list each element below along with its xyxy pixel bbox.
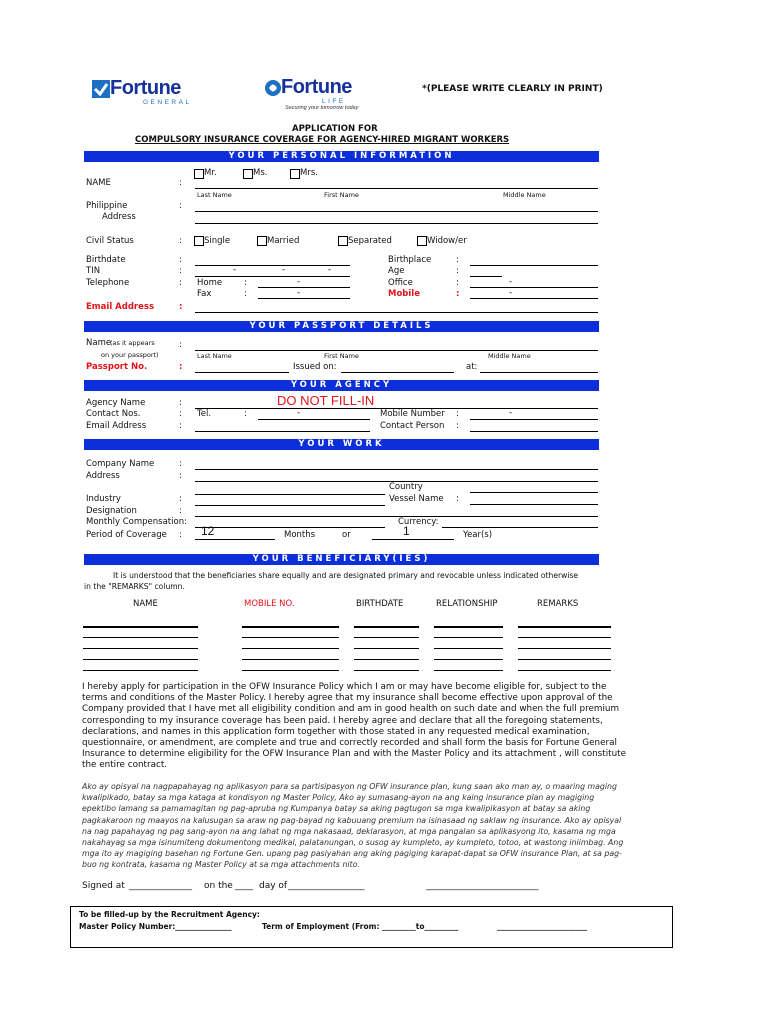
label-passport-no: Passport No. [86, 362, 148, 372]
section-work: YOUR WORK [84, 439, 599, 450]
colon: : [244, 409, 247, 419]
company-name-field[interactable] [195, 469, 598, 470]
mobile-dash: - [509, 408, 513, 418]
currency-field[interactable] [442, 527, 598, 528]
agency-tel-field [258, 419, 370, 420]
beneficiary-cell[interactable] [83, 626, 198, 628]
mobile-field[interactable] [470, 298, 598, 299]
checkbox-ms[interactable] [243, 169, 253, 179]
checkbox-widow[interactable] [417, 236, 427, 246]
signature-field[interactable]: _________________________ [426, 881, 539, 891]
hint-middle-name: Middle Name [503, 191, 546, 199]
label-years: Year(s) [463, 530, 493, 540]
company-address-field-2[interactable] [195, 494, 385, 495]
label-contact-person: Contact Person [380, 421, 445, 431]
colon: : [179, 494, 182, 504]
beneficiary-cell[interactable] [518, 637, 611, 638]
colon: : [179, 302, 183, 312]
label-mobile-number: Mobile Number [380, 409, 445, 419]
checkbox-mr[interactable] [194, 169, 204, 179]
label-telephone: Telephone [86, 278, 130, 288]
beneficiary-note: It is understood that the beneficiaries share equally and are designated primary and revocable unless indicated otherwise in the "REMARKS" column. [84, 571, 579, 591]
address-field-1[interactable] [195, 211, 598, 212]
colon: : [456, 266, 459, 276]
vessel-field[interactable] [470, 504, 598, 505]
colon: : [456, 278, 459, 288]
label-fax: Fax [197, 289, 212, 299]
declaration-text: I hereby apply for participation in the OFW Insurance Policy which I am or may have become eligible for, subject to the terms and conditions of the Master Policy. I hereby agree that my insurance shall become effective upon approval of the Company provided that I have met all eligibility condition and am in good health on such date and when the full premium corresponding to my insurance coverage has been paid. I hereby agree and declare that all the foregoing statements, declarations, and names in this application form together with those stated in any requested medical examination, questionnaire, or amendment, are complete and true and correctly recorded and shall form the basis for Fortune General Insurance to determine eligibility for the OFW Insurance Plan and with the Master Policy and its attachment , will constitute the entire contract. [82, 682, 627, 771]
fax-dash: - [297, 288, 301, 298]
tin-field[interactable] [195, 276, 350, 277]
logo-life-sub: LIFE [322, 98, 346, 105]
beneficiary-cell[interactable] [83, 659, 198, 660]
hint-first-name: First Name [324, 191, 359, 199]
hint-last-name: Last Name [197, 191, 232, 199]
colon: : [179, 340, 182, 350]
label-designation: Designation [86, 506, 137, 516]
colon: : [179, 236, 182, 246]
checkbox-separated[interactable] [338, 236, 348, 246]
issued-on-field[interactable] [341, 372, 454, 373]
hint-first-name: First Name [324, 352, 359, 360]
logo-general-name: Fortune [110, 77, 181, 99]
beneficiary-cell[interactable] [518, 659, 611, 660]
address-field-2[interactable] [195, 223, 598, 224]
signed-at-field[interactable]: ______________ [129, 881, 192, 891]
label-contact-nos: Contact Nos. [86, 409, 141, 419]
colon: : [179, 506, 182, 516]
months-field[interactable] [195, 539, 275, 540]
beneficiary-cell[interactable] [434, 670, 503, 671]
section-agency: YOUR AGENCY [84, 380, 599, 391]
label-name: NAME [86, 178, 111, 188]
label-age: Age [388, 266, 405, 276]
label-or: or [342, 530, 351, 540]
home-dash: - [297, 277, 301, 287]
name-field[interactable] [195, 188, 598, 189]
beneficiary-cell[interactable] [354, 626, 419, 628]
label-tel: Tel. [197, 409, 212, 419]
mobile-dash: - [509, 288, 513, 298]
fortune-life-logo-icon [265, 79, 281, 97]
colon: : [179, 362, 183, 372]
fortune-general-logo-icon [92, 80, 110, 98]
agency-signature-field[interactable]: ________________________ [497, 922, 587, 931]
colon: : [456, 421, 459, 431]
years-field[interactable] [372, 539, 454, 540]
hint-last-name: Last Name [197, 352, 232, 360]
agency-email-field [195, 431, 370, 432]
label-office: Office [388, 278, 413, 288]
col-remarks: REMARKS [537, 599, 579, 609]
tin-dash: - [282, 265, 286, 275]
office-dash: - [509, 277, 513, 287]
colon: : [179, 201, 182, 211]
label-at: at: [466, 362, 478, 372]
country-field[interactable] [470, 492, 598, 493]
section-passport: YOUR PASSPORT DETAILS [84, 321, 599, 332]
label-tin: TIN [86, 266, 101, 276]
section-beneficiary: YOUR BENEFICIARY(IES) [84, 554, 599, 565]
contact-person-field [470, 431, 598, 432]
colon: : [456, 409, 459, 419]
agency-mobile-field [470, 419, 598, 420]
beneficiary-cell[interactable] [242, 659, 339, 660]
office-phone-field[interactable] [470, 287, 598, 288]
section-personal-info: YOUR PERSONAL INFORMATION [84, 151, 599, 162]
label-philippine: Philippine [86, 201, 128, 211]
label-monthly: Monthly Compensation: [86, 517, 187, 527]
checkbox-mrs[interactable] [290, 169, 300, 179]
logo-life-name: Fortune [281, 76, 352, 98]
colon: : [179, 471, 182, 481]
colon: : [179, 178, 182, 188]
label-on-the: on the [204, 881, 233, 891]
form-title: COMPULSORY INSURANCE COVERAGE FOR AGENCY-HIRED MIGRANT WORKERS [135, 135, 510, 145]
label-birthdate: Birthdate [86, 255, 126, 265]
beneficiary-cell[interactable] [518, 626, 611, 628]
label-ms: Ms. [253, 168, 268, 178]
monthly-field[interactable] [195, 527, 385, 528]
label-mr: Mr. [204, 168, 217, 178]
day-field[interactable]: ____ [235, 881, 253, 891]
beneficiary-cell[interactable] [354, 659, 419, 660]
beneficiary-cell[interactable] [83, 637, 198, 638]
agency-box-title: To be filled-up by the Recruitment Agency: [79, 910, 260, 919]
industry-field[interactable] [195, 505, 385, 506]
label-home: Home [197, 278, 223, 288]
label-signed-at: Signed at [82, 881, 125, 891]
age-field[interactable] [470, 276, 502, 277]
passport-name-field[interactable] [195, 350, 598, 351]
label-company-name: Company Name [86, 459, 155, 469]
label-currency: Currency: [398, 517, 439, 527]
passport-no-field[interactable] [195, 372, 289, 373]
label-months: Months [284, 530, 316, 540]
colon: : [179, 266, 182, 276]
colon: : [179, 459, 182, 469]
label-widow: Widow/er [427, 236, 467, 246]
label-vessel: Vessel Name [389, 494, 444, 504]
beneficiary-cell[interactable] [434, 637, 503, 638]
colon: : [179, 398, 182, 408]
label-company-address: Address [86, 471, 120, 481]
beneficiary-cell[interactable] [518, 648, 611, 649]
col-relationship: RELATIONSHIP [436, 599, 498, 609]
tin-dash: - [328, 265, 332, 275]
label-mrs: Mrs. [300, 168, 318, 178]
colon: : [456, 255, 459, 265]
colon: : [179, 255, 182, 265]
label-mobile: Mobile [388, 289, 420, 299]
do-not-fill-notice: DO NOT FILL-IN [277, 393, 375, 408]
master-policy-field[interactable]: Master Policy Number:_______________ [79, 922, 232, 931]
beneficiary-cell[interactable] [242, 648, 339, 649]
label-industry: Industry [86, 494, 121, 504]
colon: : [456, 494, 459, 504]
beneficiary-cell[interactable] [434, 659, 503, 660]
beneficiary-cell[interactable] [242, 626, 339, 628]
colon: : [179, 421, 182, 431]
issued-at-field[interactable] [480, 372, 598, 373]
years-value[interactable]: 1 [403, 524, 410, 538]
label-passport-name: Name [86, 338, 112, 348]
logo-general-sub: GENERAL [143, 99, 192, 106]
col-name: NAME [133, 599, 158, 609]
colon: : [179, 409, 182, 419]
term-of-employment-field[interactable]: Term of Employment (From: _________to_________ [262, 922, 459, 931]
application-for: APPLICATION FOR [292, 124, 378, 134]
beneficiary-cell[interactable] [242, 637, 339, 638]
label-agency-email: Email Address [86, 421, 147, 431]
beneficiary-cell[interactable] [434, 626, 503, 628]
label-married: Married [267, 236, 300, 246]
label-civil-status: Civil Status [86, 236, 134, 246]
label-email: Email Address [86, 302, 155, 312]
beneficiary-cell[interactable] [354, 648, 419, 649]
hint-middle-name: Middle Name [488, 352, 531, 360]
tel-dash: - [297, 408, 301, 418]
beneficiary-cell[interactable] [518, 670, 611, 671]
label-separated: Separated [348, 236, 392, 246]
print-note: *(PLEASE WRITE CLEARLY IN PRINT) [422, 84, 603, 94]
col-birthdate: BIRTHDATE [356, 599, 404, 609]
hint-on-passport: on your passport) [101, 351, 159, 359]
email-field[interactable] [195, 312, 598, 313]
home-phone-field[interactable] [258, 287, 350, 288]
hint-as-it-appears: (as it appears [110, 339, 155, 347]
beneficiary-cell[interactable] [354, 670, 419, 671]
label-day-of: day of [259, 881, 288, 891]
checkbox-married[interactable] [257, 236, 267, 246]
beneficiary-cell[interactable] [354, 637, 419, 638]
designation-field[interactable] [195, 516, 598, 517]
checkbox-single[interactable] [194, 236, 204, 246]
label-address: Address [102, 212, 136, 222]
fax-field[interactable] [258, 298, 350, 299]
label-country: Country [389, 482, 423, 492]
colon: : [456, 289, 460, 299]
birthplace-field[interactable] [470, 265, 598, 266]
tagalog-declaration-text: Ako ay opisyal na nagpapahayag ng aplikasyon para sa partisipasyon ng OFW insurance plan, kung saan ako man ay, o maaring maging kwalipikado, batay sa mga kataga at kondisyon ng Master Policy, Ako ay sumasang-ayon na ang kaing insurance plan ay magiging epektibo lamang sa pamamagitan ng pag-apruba ng Kumpanya batay sa aking pagtugon sa mga kwalipikasyon at batay sa aking pagkakaroon ng maayos na kalusugan sa araw ng pag-bayad ng kabuuang premium na isinasaad ng saklaw ng insurance. Ako ay opisyal na nag papahayag ng pag sang-ayon na ang lahat ng mga nakasaad, deklarasyon, at mga pangalan sa aplikasyong ito, kasama ng mga nakahayag sa mga isinumiteng dokumentong medikal, palatanungan, o susog ay kumpleto, ay kumpleto, totoo, at wastong iniimbag. Ang mga ito ay magiging basehan ng Fortune Gen. upang pag pasiyahan ang aking pagiging karapat-dapat sa OFW insurance Plan, at sa pag-buo ng kontrata, kasama ng Master Policy at sa mga attachments nito. [82, 782, 624, 870]
colon: : [179, 278, 182, 288]
tin-dash: - [233, 265, 237, 275]
colon: : [244, 278, 247, 288]
label-single: Single [204, 236, 231, 246]
colon: : [244, 289, 247, 299]
birthdate-field[interactable] [195, 265, 350, 266]
beneficiary-cell[interactable] [83, 670, 198, 671]
month-year-field[interactable]: _________________ [288, 881, 365, 891]
col-mobile: MOBILE NO. [244, 599, 295, 609]
label-period: Period of Coverage [86, 530, 167, 540]
logo-life-tagline: Securing your tomorrow today [285, 105, 359, 111]
beneficiary-cell[interactable] [434, 648, 503, 649]
beneficiary-cell[interactable] [242, 670, 339, 671]
label-birthplace: Birthplace [388, 255, 432, 265]
months-value[interactable]: 12 [201, 524, 215, 538]
label-issued-on: Issued on: [293, 362, 337, 372]
label-agency-name: Agency Name [86, 398, 146, 408]
beneficiary-cell[interactable] [83, 648, 198, 649]
colon: : [179, 530, 182, 540]
